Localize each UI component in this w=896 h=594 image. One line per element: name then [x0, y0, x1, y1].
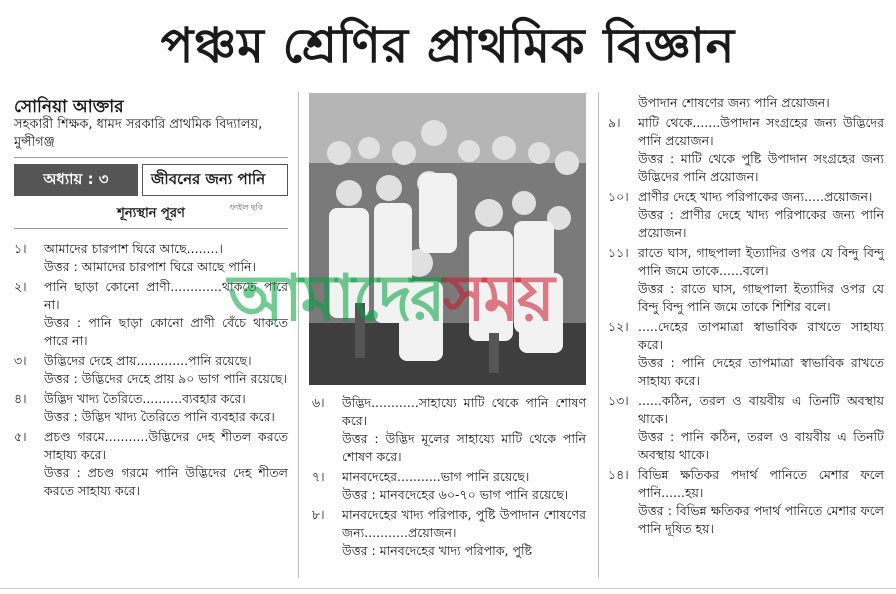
answer-text: উত্তর : প্রাণীর দেহে খাদ্য পরিপাকের জন্য পানি প্রয়োজন।: [638, 207, 884, 240]
answer-text: উত্তর : পানি ছাড়া কোনো প্রাণী বেঁচে থাকতে পারে না।: [44, 315, 288, 348]
question-item: [312, 394, 586, 466]
question-text: পানি ছাড়া কোনো প্রাণী.............থাকতে পারে না।: [44, 279, 288, 312]
question-text: প্রাণীর দেহে খাদ্য পরিপাকের জন্য.....প্রয়োজন।: [638, 189, 873, 204]
question-number: ৩।: [14, 353, 27, 368]
question-number: ১১।: [608, 245, 629, 260]
question-text: মানবদেহের...........ভাগ পানি রয়েছে।: [342, 469, 530, 484]
question-number: ৫।: [14, 429, 27, 444]
answer-text: উত্তর : উদ্ভিদের দেহে প্রায় ৯০ ভাগ পানি রয়েছে।: [44, 371, 287, 386]
column-3: [608, 94, 884, 540]
question-number: ৪।: [14, 391, 27, 406]
answer-text: উত্তর : মানবদেহের ৬০-৭০ ভাগ পানি রয়েছে।: [342, 487, 569, 502]
question-item: [14, 428, 288, 500]
question-text: মানবদেহের খাদ্য পরিপাক, পুষ্টি উপাদান শোষণের জন্য...........প্রয়োজন।: [342, 507, 586, 540]
chapter-number: অধ্যায় : ৩: [14, 164, 138, 196]
question-item: [14, 390, 288, 426]
answer-text: উত্তর : মানবদেহের খাদ্য পরিপাক, পুষ্টি: [342, 543, 533, 558]
photo-credit: ফাইল ছবি: [230, 203, 263, 212]
answer-text: উত্তর : পানি কঠিন, তরল ও বায়বীয় এ তিনটি অবস্থায় থাকে।: [638, 429, 884, 462]
question-item: [14, 352, 288, 388]
answer-text: উত্তর : মাটি থেকে পুষ্টি উপাদান সংগ্রহের জন্য উদ্ভিদের পানি প্রয়োজন।: [638, 151, 884, 184]
divider: [14, 157, 288, 158]
answer-text: উপাদান শোষণের জন্য পানি প্রয়োজন।: [638, 95, 830, 110]
page-title: পঞ্চম শ্রেণির প্রাথমিক বিজ্ঞান: [160, 18, 736, 74]
watermark-green-text: আমাদের: [228, 262, 444, 336]
question-number: ৯।: [608, 115, 621, 130]
question-text: আমাদের চারপাশ ঘিরে আছে........।: [44, 241, 223, 256]
question-number: ১০।: [608, 189, 629, 204]
section-heading: শূন্যস্থান পূরণ: [117, 206, 185, 221]
watermark: [228, 250, 553, 357]
question-number: ১৩।: [608, 393, 629, 408]
column-2: [312, 394, 586, 562]
question-item: [608, 188, 884, 242]
answer-text: উত্তর : প্রচণ্ড গরমে পানি উদ্ভিদের দেহ শীতল করতে সাহায্য করে।: [44, 465, 288, 498]
question-number: ১২।: [608, 319, 629, 334]
question-item: [608, 244, 884, 316]
answer-text: উত্তর : পানি দেহের তাপমাত্রা স্বাভাবিক রাখতে সাহায্য করে।: [638, 355, 884, 388]
answer-text: উত্তর : বিভিন্ন ক্ষতিকর পদার্থ পানিতে মেশার ফলে পানি দূষিত হয়।: [638, 503, 884, 536]
watermark-red-text: সময়: [443, 262, 553, 336]
question-text: উদ্ভিদ............সাহায্যে মাটি থেকে পানি শোষণ করে।: [342, 395, 586, 428]
divider: [14, 228, 288, 229]
question-number: ২।: [14, 279, 27, 294]
question-text: রাতে ঘাস, গাছপালা ইত্যাদির ওপর যে বিন্দু বিন্দু পানি জমে তাকে......বলে।: [638, 245, 884, 278]
question-number: ৮।: [312, 507, 325, 522]
answer-text: উত্তর : রাতে ঘাস, গাছপালা ইত্যাদির ওপর যে বিন্দু বিন্দু পানি জমে তাকে শিশির বলে।: [638, 281, 884, 314]
answer-text: উত্তর : উদ্ভিদ খাদ্য তৈরিতে পানি ব্যবহার করে।: [44, 409, 275, 424]
question-text: উদ্ভিদের দেহে প্রায়.............পানি রয়েছে।: [44, 353, 252, 368]
author-name: সোনিয়া আক্তার: [14, 97, 124, 117]
question-item: [312, 468, 586, 504]
question-text: ......কঠিন, তরল ও বায়বীয় এ তিনটি অবস্থায় থাকে।: [638, 393, 884, 426]
author-designation: সহকারী শিক্ষক, ধামদ সরকারি প্রাথমিক বিদ্যালয়, মুন্সীগঞ্জ: [14, 117, 263, 150]
question-continuation: [608, 94, 884, 112]
answer-text: উত্তর : উদ্ভিদ মূলের সাহায্যে মাটি থেকে পানি শোষণ করে।: [342, 431, 586, 464]
question-text: উদ্ভিদ খাদ্য তৈরিতে..........ব্যবহার করে।: [44, 391, 246, 406]
question-text: বিভিন্ন ক্ষতিকর পদার্থ পানিতে মেশার ফলে পানি......হয়।: [638, 467, 884, 500]
question-text: প্রচণ্ড গরমে...........উদ্ভিদের দেহ শীতল করতে সাহায্য করে।: [44, 429, 288, 462]
question-number: ১।: [14, 241, 27, 256]
question-number: ১৪।: [608, 467, 629, 482]
question-item: [608, 114, 884, 186]
question-number: ৭।: [312, 469, 325, 484]
question-item: [312, 506, 586, 560]
question-item: [608, 466, 884, 538]
question-item: [608, 318, 884, 390]
bottom-rule: [0, 588, 896, 589]
chapter-bar: [14, 164, 288, 196]
question-item: [608, 392, 884, 464]
question-number: ৬।: [312, 395, 325, 410]
chapter-name: জীবনের জন্য পানি: [142, 164, 288, 196]
answer-text: উত্তর : আমাদের চারপাশ ঘিরে আছে পানি।: [44, 259, 256, 274]
column-divider: [598, 92, 599, 578]
question-text: .....দেহের তাপমাত্রা স্বাভাবিক রাখতে সাহায্য করে।: [638, 319, 884, 352]
question-text: মাটি থেকে.......উপাদান সংগ্রহের জন্য উদ্ভিদের পানি প্রয়োজন।: [638, 115, 884, 148]
